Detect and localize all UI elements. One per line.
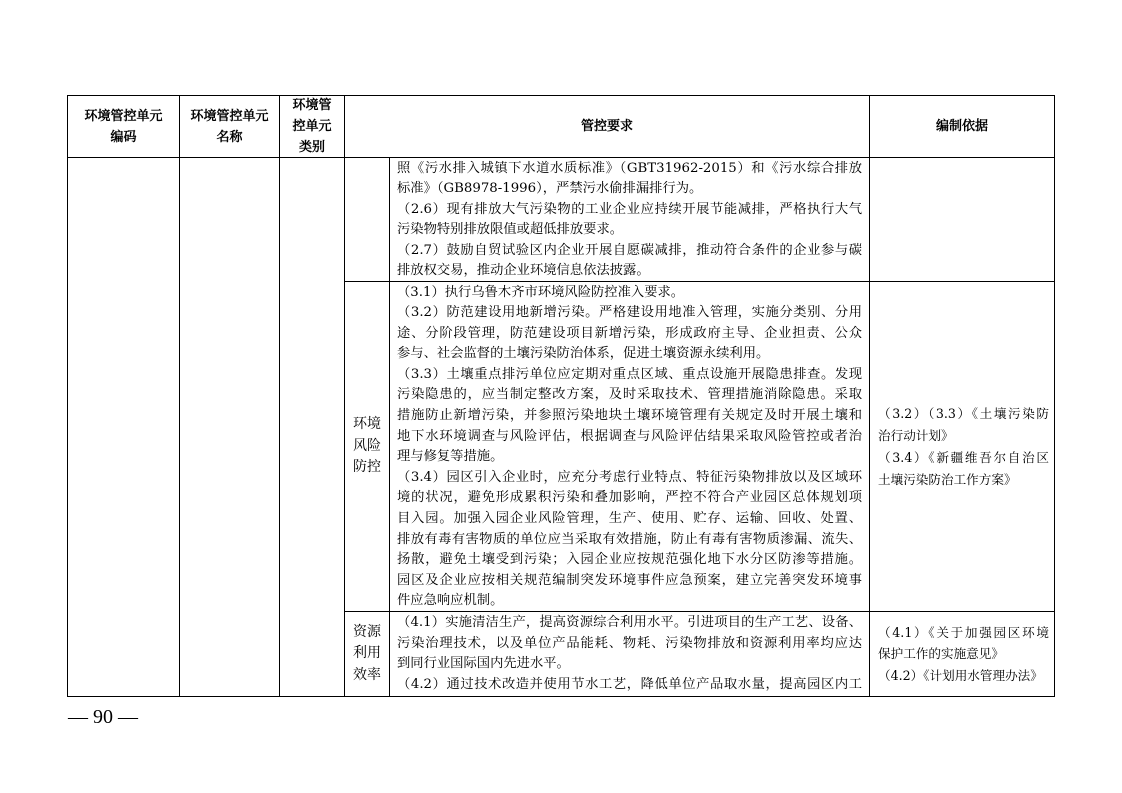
subcategory-cell: [345, 612, 390, 696]
header-unit-name-label: 环境管控单元名称: [190, 108, 269, 145]
unit-category-cell: [280, 158, 345, 696]
basis-cell: [870, 282, 1054, 612]
requirement-line: （4.2）通过技术改造并使用节水工艺，降低单位产品取水量，提高园区内工: [397, 676, 862, 692]
requirement-line: （3.1）执行乌鲁木齐市环境风险防控准入要求。: [397, 284, 685, 300]
basis-line: （3.2）（3.3）《土壤污染防: [878, 405, 1049, 421]
header-requirements: [345, 96, 870, 158]
requirement-line: 地下水环境调查与风险评估，根据调查与风险评估结果采取风险管控或者治: [397, 428, 862, 444]
requirement-line: （3.3）土壤重点排污单位应定期对重点区域、重点设施开展隐患排查。发现: [397, 366, 862, 382]
subcategory-label: 环境风险防控: [353, 416, 381, 476]
subcategory-cell: [345, 282, 390, 612]
basis-cell: [870, 612, 1054, 696]
requirement-line: 排放有毒有害物质的单位应当采取有效措施，防止有毒有害物质渗漏、流失、: [397, 531, 862, 547]
requirement-line: （2.6）现有排放大气污染物的工业企业应持续开展节能减排，严格执行大气: [397, 201, 862, 217]
requirement-line: 途、分阶段管理，防范建设项目新增污染，形成政府主导、企业担责、公众: [397, 325, 862, 341]
requirements-cell: [390, 282, 870, 612]
requirement-line: 污染治理技术，以及单位产品能耗、物耗、污染物排放和资源利用率均应达: [397, 635, 862, 651]
requirement-line: 参与、社会监督的土壤污染防治体系，促进土壤资源永续利用。: [397, 346, 770, 362]
requirement-line: 件应急响应机制。: [397, 593, 504, 609]
basis-line: 治行动计划》: [878, 427, 954, 443]
requirement-line: 措施防止新增污染，并参照污染地块土壤环境管理有关规定及时开展土壤和: [397, 408, 862, 424]
unit-code-cell: [68, 158, 180, 696]
subcategory-label: 资源利用效率: [353, 623, 381, 683]
requirement-line: （3.2）防范建设用地新增污染。严格建设用地准入管理，实施分类别、分用: [397, 305, 862, 321]
requirements-cell: [390, 158, 870, 282]
requirement-line: 照《污水排入城镇下水道水质标准》（GBT31962-2015）和《污水综合排放: [397, 160, 862, 176]
header-unit-category-label: 环境管控单元类别: [292, 98, 332, 155]
requirement-line: 污染物特别排放限值或超低排放要求。: [397, 222, 624, 238]
header-requirements-label: 管控要求: [580, 119, 633, 134]
basis-line: （4.1）《关于加强园区环境: [878, 624, 1049, 640]
header-unit-category: [280, 96, 345, 158]
requirement-line: 污染隐患的，应当制定整改方案，及时采取技术、管理措施消除隐患。采取: [397, 387, 862, 403]
page-number: — 90 —: [68, 706, 138, 728]
requirement-line: 境的状况，避免形成累积污染和叠加影响，严控不符合产业园区总体规划项: [397, 490, 862, 506]
header-unit-code-label: 环境管控单元编码: [84, 108, 163, 145]
header-basis-label: 编制依据: [935, 119, 988, 134]
requirement-line: （3.4）园区引入企业时，应充分考虑行业特点、特征污染物排放以及区域环: [397, 469, 862, 485]
requirement-line: （2.7）鼓励自贸试验区内企业开展自愿碳减排，推动符合条件的企业参与碳: [397, 242, 862, 258]
unit-name-cell: [180, 158, 280, 696]
basis-line: 土壤污染防治工作方案》: [878, 471, 1017, 487]
requirements-cell: [390, 612, 870, 696]
subcategory-cell: [345, 158, 390, 282]
requirement-line: 标准》（GB8978-1996），严禁污水偷排漏排行为。: [397, 181, 703, 197]
requirement-line: （4.1）实施清洁生产，提高资源综合利用水平。引进项目的生产工艺、设备、: [397, 615, 862, 630]
requirement-line: 园区及企业应按相关规范编制突发环境事件应急预案，建立完善突发环境事: [397, 572, 862, 588]
basis-line: （3.4）《新疆维吾尔自治区: [878, 449, 1049, 465]
requirement-line: 理与修复等措施。: [397, 449, 504, 465]
basis-line: 保护工作的实施意见》: [878, 646, 1004, 662]
header-unit-name: [180, 96, 280, 158]
requirement-line: 排放权交易，推动企业环境信息依法披露。: [397, 263, 650, 279]
requirement-line: 到同行业国际国内先进水平。: [397, 656, 570, 672]
requirement-line: 目入园。加强入园企业风险管理，生产、使用、贮存、运输、回收、处置、: [397, 511, 862, 527]
basis-line: （4.2）《计划用水管理办法》: [878, 667, 1043, 683]
header-unit-code: [68, 96, 180, 158]
header-basis: [870, 96, 1054, 158]
control-unit-table: [67, 95, 1055, 697]
requirement-line: 扬散，避免土壤受到污染；入园企业应按规范强化地下水分区防渗等措施。: [397, 552, 862, 568]
basis-cell: [870, 158, 1054, 282]
